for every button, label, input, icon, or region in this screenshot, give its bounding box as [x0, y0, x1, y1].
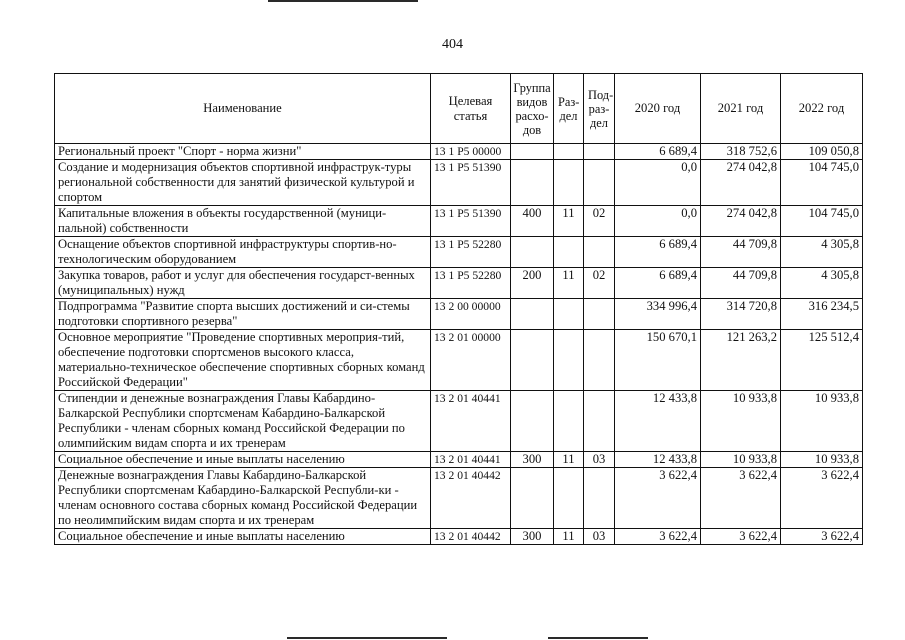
table-row — [55, 206, 863, 237]
row-code: 13 2 01 00000 — [431, 330, 511, 391]
row-subsection — [584, 330, 615, 391]
row-2022: 3 622,4 — [781, 529, 863, 545]
table-row — [55, 391, 863, 452]
row-subsection — [584, 144, 615, 160]
row-2020: 6 689,4 — [615, 237, 701, 268]
row-code: 13 1 P5 52280 — [431, 268, 511, 299]
table-row — [55, 299, 863, 330]
row-2021: 314 720,8 — [701, 299, 781, 330]
row-code: 13 2 01 40442 — [431, 529, 511, 545]
row-section: 11 — [554, 452, 584, 468]
row-2021: 10 933,8 — [701, 391, 781, 452]
row-group — [511, 237, 554, 268]
row-2020: 6 689,4 — [615, 268, 701, 299]
row-group — [511, 468, 554, 529]
row-group: 200 — [511, 268, 554, 299]
row-section: 11 — [554, 206, 584, 237]
row-code: 13 1 P5 51390 — [431, 206, 511, 237]
row-group: 300 — [511, 529, 554, 545]
row-subsection — [584, 160, 615, 206]
row-2022: 104 745,0 — [781, 160, 863, 206]
row-code: 13 1 P5 00000 — [431, 144, 511, 160]
row-group: 400 — [511, 206, 554, 237]
row-name: Капитальные вложения в объекты государственной (муници-пальной) собственности — [55, 206, 431, 237]
header-2020: 2020 год — [615, 74, 701, 144]
row-2022: 10 933,8 — [781, 452, 863, 468]
row-section — [554, 144, 584, 160]
row-group: 300 — [511, 452, 554, 468]
row-name: Подпрограмма "Развитие спорта высших достижений и си-стемы подготовки спортивного резерва" — [55, 299, 431, 330]
table-row — [55, 452, 863, 468]
row-subsection: 03 — [584, 529, 615, 545]
table-row — [55, 144, 863, 160]
row-name: Социальное обеспечение и иные выплаты населению — [55, 529, 431, 545]
table-row — [55, 268, 863, 299]
header-row — [55, 74, 863, 144]
row-2021: 121 263,2 — [701, 330, 781, 391]
row-code: 13 2 00 00000 — [431, 299, 511, 330]
row-2020: 3 622,4 — [615, 529, 701, 545]
row-section — [554, 237, 584, 268]
row-name: Создание и модернизация объектов спортивной инфраструк-туры региональной собственности для занятий физической культурой и спортом — [55, 160, 431, 206]
table-row — [55, 529, 863, 545]
row-code: 13 2 01 40441 — [431, 391, 511, 452]
row-group — [511, 391, 554, 452]
row-subsection — [584, 237, 615, 268]
row-group — [511, 144, 554, 160]
row-2022: 104 745,0 — [781, 206, 863, 237]
row-2021: 44 709,8 — [701, 268, 781, 299]
header-name: Наименование — [55, 74, 431, 144]
table-row — [55, 237, 863, 268]
row-name: Оснащение объектов спортивной инфраструктуры спортив-но-технологическим оборудованием — [55, 237, 431, 268]
header-subsection: Под-раз-дел — [584, 74, 615, 144]
header-2021: 2021 год — [701, 74, 781, 144]
row-2021: 274 042,8 — [701, 160, 781, 206]
row-code: 13 1 P5 51390 — [431, 160, 511, 206]
row-group — [511, 330, 554, 391]
row-name: Социальное обеспечение и иные выплаты населению — [55, 452, 431, 468]
row-subsection: 03 — [584, 452, 615, 468]
row-code: 13 2 01 40441 — [431, 452, 511, 468]
row-2022: 125 512,4 — [781, 330, 863, 391]
row-2020: 3 622,4 — [615, 468, 701, 529]
header-section: Раз-дел — [554, 74, 584, 144]
table-row — [55, 330, 863, 391]
header-group: Группа видов расхо-дов — [511, 74, 554, 144]
header-2022: 2022 год — [781, 74, 863, 144]
row-code: 13 1 P5 52280 — [431, 237, 511, 268]
row-2022: 4 305,8 — [781, 268, 863, 299]
row-group — [511, 160, 554, 206]
row-section: 11 — [554, 268, 584, 299]
row-2022: 316 234,5 — [781, 299, 863, 330]
row-code: 13 2 01 40442 — [431, 468, 511, 529]
row-group — [511, 299, 554, 330]
row-2022: 4 305,8 — [781, 237, 863, 268]
row-2021: 3 622,4 — [701, 529, 781, 545]
row-2021: 274 042,8 — [701, 206, 781, 237]
row-2020: 6 689,4 — [615, 144, 701, 160]
row-subsection: 02 — [584, 268, 615, 299]
row-section — [554, 468, 584, 529]
row-name: Региональный проект "Спорт - норма жизни" — [55, 144, 431, 160]
page-number: 404 — [442, 37, 463, 52]
row-subsection — [584, 391, 615, 452]
row-2022: 10 933,8 — [781, 391, 863, 452]
scan-artifact-top — [268, 0, 418, 2]
row-2021: 3 622,4 — [701, 468, 781, 529]
table-row — [55, 468, 863, 529]
row-2020: 12 433,8 — [615, 391, 701, 452]
row-name: Стипендии и денежные вознаграждения Главы Кабардино-Балкарской Республики спортсменам Кабардино-Балкарской Республики - членам сборных команд Российской Федерации по олимпийским видам спорта и их тренерам — [55, 391, 431, 452]
row-subsection: 02 — [584, 206, 615, 237]
row-2020: 150 670,1 — [615, 330, 701, 391]
row-section: 11 — [554, 529, 584, 545]
row-2021: 318 752,6 — [701, 144, 781, 160]
row-subsection — [584, 299, 615, 330]
scan-artifact-bottom-left — [287, 637, 447, 639]
row-2020: 334 996,4 — [615, 299, 701, 330]
row-section — [554, 160, 584, 206]
row-2022: 3 622,4 — [781, 468, 863, 529]
row-subsection — [584, 468, 615, 529]
row-name: Закупка товаров, работ и услуг для обеспечения государст-венных (муниципальных) нужд — [55, 268, 431, 299]
scan-artifact-bottom-right — [548, 637, 648, 639]
row-2021: 10 933,8 — [701, 452, 781, 468]
row-2020: 0,0 — [615, 160, 701, 206]
budget-table — [54, 73, 863, 545]
row-section — [554, 391, 584, 452]
table-row — [55, 160, 863, 206]
row-2020: 12 433,8 — [615, 452, 701, 468]
row-section — [554, 330, 584, 391]
row-2022: 109 050,8 — [781, 144, 863, 160]
row-section — [554, 299, 584, 330]
row-2021: 44 709,8 — [701, 237, 781, 268]
header-target: Целевая статья — [431, 74, 511, 144]
row-name: Денежные вознаграждения Главы Кабардино-Балкарской Республики спортсменам Кабардино-Балкарской Республи-ки - членам основного состава сборных команд Российской Федерации по неолимпийским видам спорта и их тренерам — [55, 468, 431, 529]
row-2020: 0,0 — [615, 206, 701, 237]
row-name: Основное мероприятие "Проведение спортивных мероприя-тий, обеспечение подготовки спортсменов высокого класса, материально-техническое обеспечение спортивных сборных команд Российской Федерации" — [55, 330, 431, 391]
